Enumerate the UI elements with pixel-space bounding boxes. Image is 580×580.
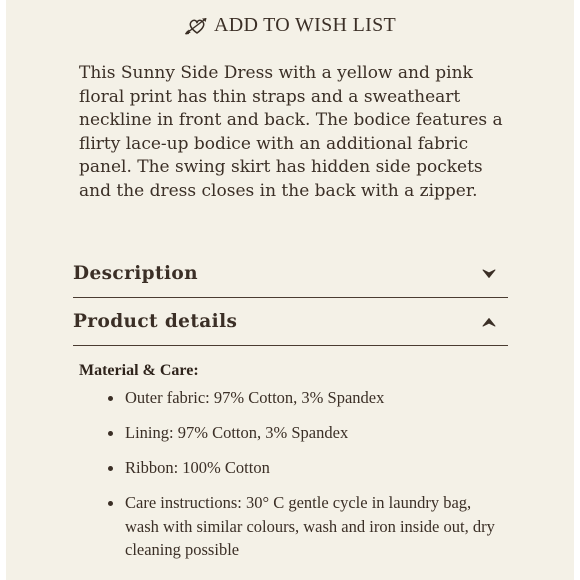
product-details-accordion-header[interactable] <box>73 298 508 346</box>
description-accordion-header[interactable] <box>73 250 508 298</box>
wishlist-label: ADD TO WISH LIST <box>213 14 397 36</box>
accordion-title-description: Description <box>73 263 198 284</box>
material-care-heading: Material & Care: <box>79 362 199 379</box>
list-item: Outer fabric: 97% Cotton, 3% Spandex <box>125 386 509 410</box>
left-frame-border <box>0 0 6 580</box>
chevron-up-icon <box>482 312 496 331</box>
chevron-down-icon <box>482 264 496 283</box>
list-item: Care instructions: 30° C gentle cycle in laundry bag, wash with similar colours, wash and iron inside out, dry cleaning possible <box>125 491 509 562</box>
list-item: Ribbon: 100% Cotton <box>125 456 509 480</box>
add-to-wishlist-button[interactable] <box>0 14 580 37</box>
right-frame-border <box>574 0 580 580</box>
material-care-list <box>79 386 509 562</box>
product-description-text: This Sunny Side Dress with a yellow and pink floral print has thin straps and a sweatheart neckline in front and back. The bodice features a flirty lace-up bodice with an additional fabric panel. The swing skirt has hidden side pockets and the dress closes in the back with a zipper. <box>79 63 503 201</box>
product-details-panel <box>79 362 509 573</box>
heart-arrow-icon <box>184 16 208 36</box>
accordion-title-product-details: Product details <box>73 311 238 332</box>
list-item: Lining: 97% Cotton, 3% Spandex <box>125 421 509 445</box>
